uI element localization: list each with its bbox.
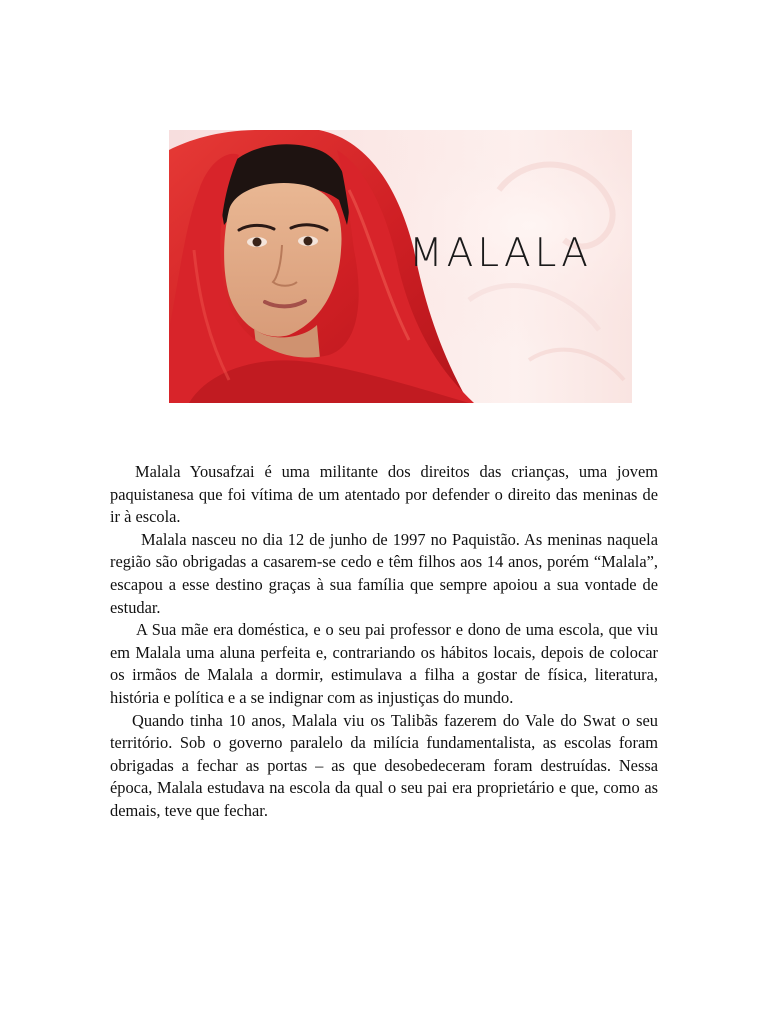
paragraph-1: Malala Yousafzai é uma militante dos direitos das crianças, uma jovem paquistanesa que foi vítima de um atentado por defender o direito das meninas de ir à escola. [110, 462, 658, 527]
paragraph-3: A Sua mãe era doméstica, e o seu pai professor e dono de uma escola, que viu em Malala uma aluna perfeita e, contrariando os hábitos locais, depois de colocar os irmãos de Malala a dormir, estimulava a filha a gostar de física, literatura, história e política e a se indignar com as injustiças do mundo. [110, 620, 658, 707]
banner-title: MALALA [409, 231, 592, 276]
article-body [110, 461, 658, 823]
header-banner-image [169, 130, 632, 403]
paragraph-2: Malala nasceu no dia 12 de junho de 1997 no Paquistão. As meninas naquela região são obrigadas a casarem-se cedo e têm filhos aos 14 anos, porém “Malala”, escapou a esse destino graças à sua família que sempre apoiou a sua vontade de estudar. [110, 529, 658, 617]
paragraph-4: Quando tinha 10 anos, Malala viu os Talibãs fazerem do Vale do Swat o seu território. Sob o governo paralelo da milícia fundamentalista, as escolas foram obrigadas a fechar as portas – as que desobedeceram foram destruídas. Nessa época, Malala estudava na escola da qual o seu pai era proprietário e que, como as demais, teve que fechar. [110, 710, 658, 820]
